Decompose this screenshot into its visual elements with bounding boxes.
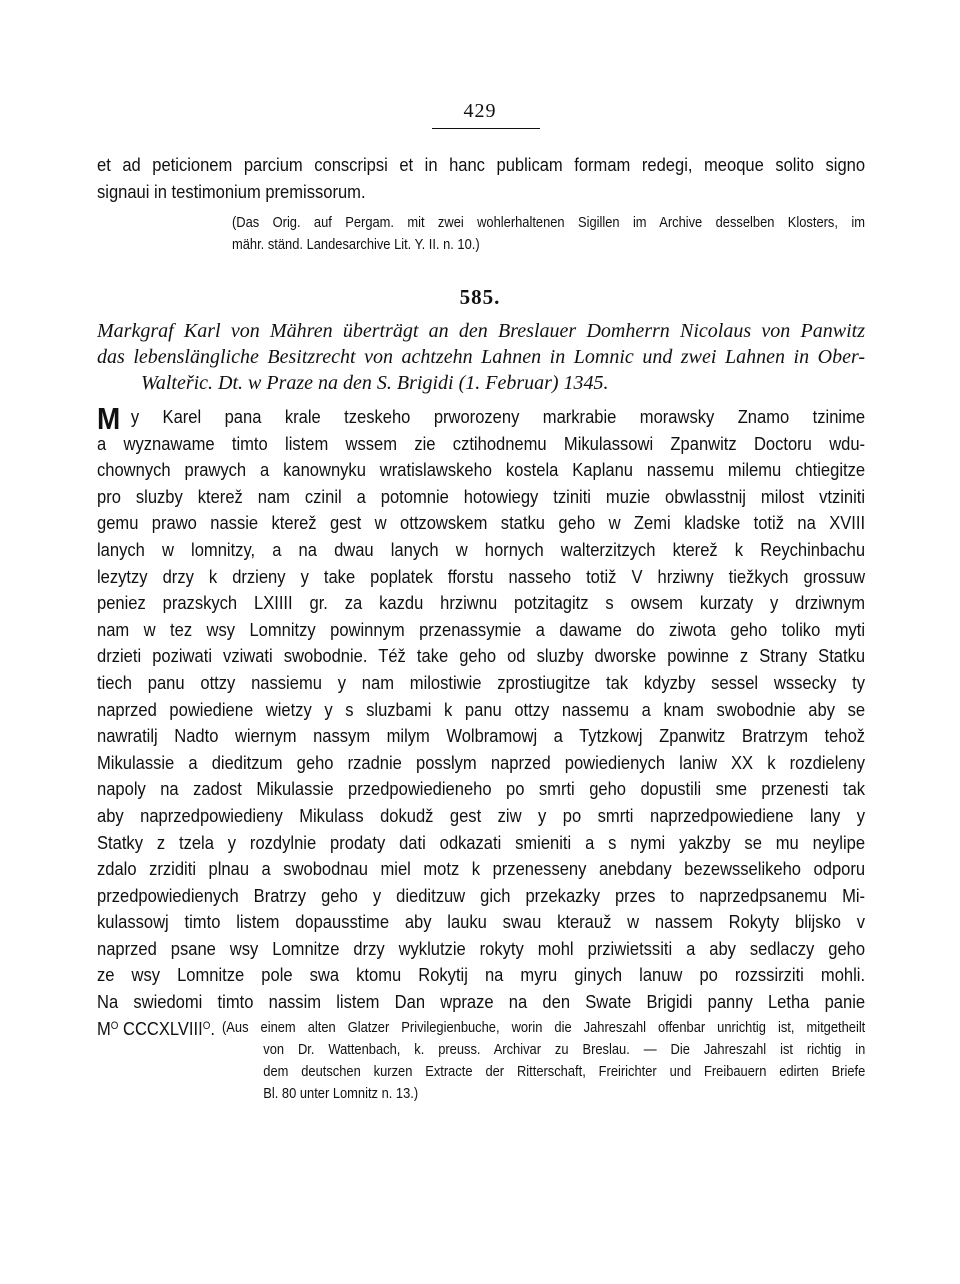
- document-heading: [97, 318, 865, 396]
- page-number-rule: [432, 128, 540, 129]
- charter-line: gemu prawo nassie kterež gest w ottzowskem statku geho w Zemi kladske totiž na XVIII: [97, 512, 866, 534]
- charter-line: nam w tez wsy Lomnitzy powinnym przenassymie a dawame do ziwota geho toliko myti: [97, 618, 866, 640]
- document-number: 585.: [459, 285, 501, 309]
- source-note-line: (Aus einem alten Glatzer Privilegienbuche, worin die Jahreszahl offenbar unrichtig ist, mitgetheilt: [222, 1019, 866, 1036]
- charter-line: Statky z tzela y rozdylnie prodaty dati odkazati smieniti a s nymi yakzby se mu neylipe: [97, 831, 866, 853]
- source-note-line: von Dr. Wattenbach, k. preuss. Archivar zu Breslau. — Die Jahreszahl ist richtig in: [263, 1041, 866, 1058]
- date-prefix: M: [97, 1017, 111, 1039]
- charter-line: lezytzy drzy k drzieny y take poplatek fforstu nasseho totiž V hrziwny tiežkych grossuw: [97, 565, 866, 587]
- intro-note-line: (Das Orig. auf Pergam. mit zwei wohlerhaltenen Sigillen im Archive desselben Klosters, im: [232, 214, 865, 231]
- charter-line: ze wsy Lomnitze pole swa ktomu Rokytij na myru ginych lanuw po rozssirziti mohli.: [97, 964, 866, 986]
- charter-line: kulassowj timto listem dopausstime aby lauku swau kterauž w nassem Rokyty blijsko v: [97, 911, 866, 933]
- charter-line: Na swiedomi timto nassim listem Dan wpraze na den Swate Brigidi panny Letha panie: [97, 991, 866, 1013]
- charter-line: napoly na zadost Mikulassie przedpowiedieneho po smrti geho dopustili sme przenesti tak: [97, 778, 866, 800]
- charter-line: tiech panu ottzy nassiemu y nam milostiwie zprostiugitze tak kdyzby sessel wssecky ty: [97, 671, 866, 693]
- date-suffix: .: [210, 1017, 215, 1039]
- charter-line: zdalo zrziditi plnau a swobodnau miel motz k przenesseny anebdany bezewsselikeho odporu: [97, 858, 866, 880]
- intro-paragraph: [97, 152, 865, 205]
- heading-line: Walteřic. Dt. w Praze na den S. Brigidi (1. Februar) 1345.: [141, 372, 609, 394]
- date-superscript: O: [110, 1019, 119, 1032]
- intro-line: signaui in testimonium premissorum.: [97, 180, 366, 202]
- charter-text: [97, 401, 866, 1042]
- drop-cap: M: [97, 401, 121, 436]
- charter-line: drzieti poziwati vziwati swobodnie. Též take geho od sluzby dworske powinne z Strany Statku: [97, 645, 866, 667]
- source-note: [222, 1017, 865, 1105]
- charter-line: peniez prazskych LXIIII gr. za kazdu hrziwnu potzitagitz s owsem kurzaty y drziwnym: [97, 592, 866, 614]
- page-number: 429: [463, 100, 497, 122]
- charter-line: y Karel pana krale tzeskeho prworozeny markrabie morawsky Znamo tzinime: [130, 406, 866, 427]
- charter-line: przedpowiedienych Bratrzy geho y dieditzuw gich przekazky przes to naprzedpsanemu Mi-: [97, 884, 866, 906]
- charter-line: Mikulassie a dieditzum geho rzadnie posslym naprzed powiedienych laniw XX k rozdieleny: [97, 751, 866, 773]
- intro-source-note: [232, 212, 865, 256]
- charter-line: chownych prawych a kanownyku wratislawskeho kostela Kaplanu nassemu milemu chtiegitze: [97, 459, 866, 481]
- charter-line: a wyznawame timto listem wssem zie cztihodnemu Mikulassowi Zpanwitz Doctoru wdu-: [97, 432, 866, 454]
- source-note-line: dem deutschen kurzen Extracte der Ritterschaft, Freirichter und Freibauern edirten Briefe: [263, 1063, 866, 1080]
- date-roman: CCCXLVIII: [118, 1017, 203, 1039]
- charter-line: lanych w lomnitzy, a na dwau lanych w hornych walterzitzych kterež k Reychinbachu: [97, 538, 866, 560]
- heading-line: das lebenslängliche Besitzrecht von achtzehn Lahnen in Lomnic und zwei Lahnen in Ober-: [97, 346, 865, 368]
- date-superscript: O: [202, 1019, 211, 1032]
- charter-line: naprzed psane wsy Lomnitze drzy wyklutzie rokyty mohl prziwietssiti a aby sedlaczy geho: [97, 937, 866, 959]
- charter-line: naprzed powiediene wietzy y s sluzbami k panu ottzy nassemu a knam swobodnie aby se: [97, 698, 866, 720]
- charter-line: nawratilj Nadto wiernym nassym milym Wolbramowj a Tytzkowj Zpanwitz Bratrzym tehož: [97, 725, 866, 747]
- charter-line: pro sluzby kterež nam czinil a potomnie hotowiegy tziniti muzie obwlasstnij milost vtziniti: [97, 485, 866, 507]
- heading-line: Markgraf Karl von Mähren überträgt an den Breslauer Domherrn Nicolaus von Panwitz: [97, 320, 865, 342]
- source-note-line: Bl. 80 unter Lomnitz n. 13.): [263, 1085, 419, 1102]
- intro-note-line: mähr. ständ. Landesarchive Lit. Y. II. n. 10.): [232, 236, 480, 253]
- charter-line: aby naprzedpowiedieny Mikulass dokudž gest ziw y po smrti naprzedpowiediene lany y: [97, 804, 866, 826]
- intro-line: et ad peticionem parcium conscripsi et in hanc publicam formam redegi, meoque solito signo: [97, 154, 866, 175]
